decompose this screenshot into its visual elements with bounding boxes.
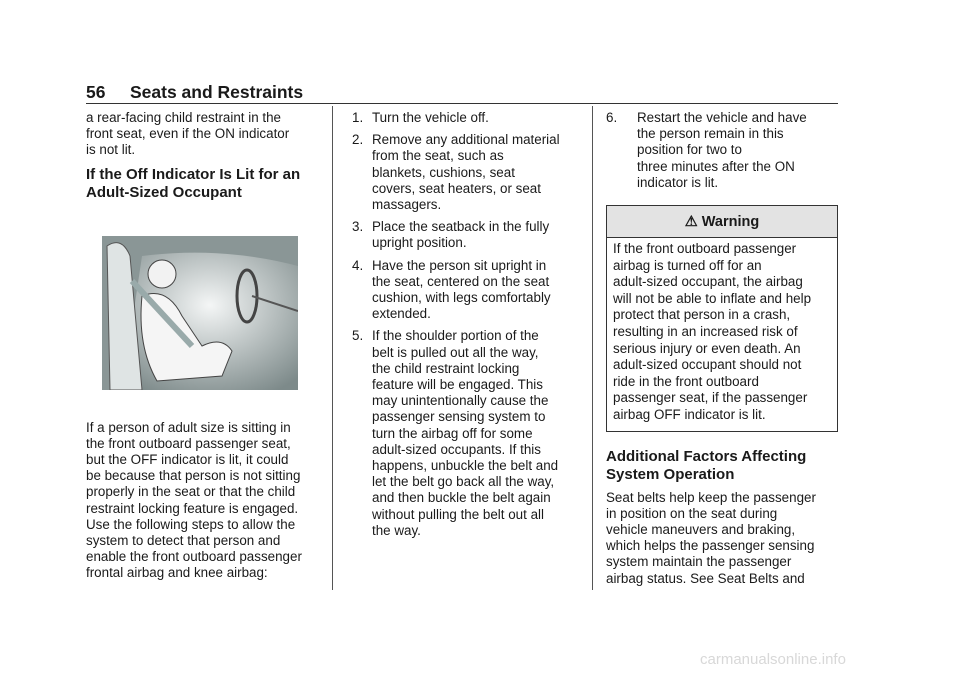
text-line: Restart the vehicle and have [637,110,807,125]
text-line: airbag OFF indicator is lit. [613,406,766,422]
text-line: be because that person is not sitting [86,468,301,484]
column-divider [332,106,333,590]
text-line: from the seat, such as [372,148,504,164]
text-line: but the OFF indicator is lit, it could [86,452,289,468]
text-line: the seat, centered on the seat [372,273,550,289]
text-line: covers, seat heaters, or seat [372,180,541,196]
text-line: indicator is lit. [637,174,719,190]
section-heading [606,448,846,484]
text-line: restraint locking feature is engaged. [86,500,299,516]
text-line: passenger sensing system to [372,409,546,425]
step-item [606,110,846,191]
page-number: 56 [86,82,106,102]
text-line: extended. [372,306,431,322]
text-line: system maintain the passenger [606,554,792,570]
right-column [606,110,846,593]
middle-column [352,110,592,545]
text-line: resulting in an increased risk of [613,323,798,339]
text-line: the way. [372,522,421,538]
text-line: Have the person sit upright in [372,257,547,273]
text-line: turn the airbag off for some [372,425,533,441]
text-line: serious injury or even death. An [613,340,801,356]
warning-title: Warning [701,214,760,231]
text-line: is not lit. [86,142,136,158]
step-item [352,328,592,539]
text-line: If the Off Indicator Is Lit for an [86,165,301,183]
text-line: airbag is turned off for an [613,257,762,273]
text-line: passenger seat, if the passenger [613,390,808,406]
step-number: 4. [352,257,364,273]
section-title: Seats and Restraints [130,82,304,102]
warning-box [606,205,838,432]
text-line: which helps the passenger sensing [606,538,815,554]
text-line: happens, unbuckle the belt and [372,458,559,474]
step-number: 6. [606,110,618,125]
warning-text [607,238,837,431]
text-line: Use the following steps to allow the [86,516,296,532]
text-line: without pulling the belt out all [372,506,544,522]
text-line: and then buckle the belt again [372,490,551,506]
section-heading [86,166,326,202]
text-line: airbag status. See Seat Belts and [606,570,805,586]
text-line: front seat, even if the ON indicator [86,126,290,142]
text-line: the child restraint locking [372,360,520,376]
text-line: massagers. [372,197,442,213]
text-line: adult-sized occupant, the airbag [613,274,803,290]
text-line: a rear-facing child restraint in the [86,110,282,125]
step-number: 3. [352,219,364,235]
text-line: Additional Factors Affecting [606,447,807,465]
header-rule [86,103,838,104]
text-line: upright position. [372,235,467,251]
text-line: in position on the seat during [606,505,778,521]
text-line: belt is pulled out all the way, [372,344,539,360]
text-line: System Operation [606,465,735,483]
text-line: Adult-Sized Occupant [86,183,242,201]
step-item [352,219,592,251]
text-line: feature will be engaged. This [372,377,543,393]
text-line: If a person of adult size is sitting in [86,419,291,435]
text-line: three minutes after the ON [637,158,795,174]
step-item [352,132,592,213]
text-line: If the shoulder portion of the [372,328,539,344]
text-line: may unintentionally cause the [372,393,549,409]
page-header [86,82,303,103]
text-line: ride in the front outboard [613,373,759,389]
step-item [352,258,592,323]
text-line: If the front outboard passenger [613,241,797,257]
text-line: frontal airbag and knee airbag: [86,565,268,581]
text-line: will not be able to inflate and help [613,290,812,306]
text-line: blankets, cushions, seat [372,164,515,180]
step-number: 5. [352,328,364,344]
text-line: protect that person in a crash, [613,307,791,323]
body-paragraph [86,420,326,582]
step-number: 2. [352,132,364,148]
text-line: Place the seatback in the fully [372,219,550,235]
text-line: system to detect that person and [86,533,281,549]
warning-header [607,206,837,238]
warning-icon: ⚠ [684,214,702,231]
adult-occupant-illustration [102,236,298,390]
text-line: adult-sized occupant should not [613,357,802,373]
column-divider [592,106,593,590]
text-line: let the belt go back all the way, [372,474,555,490]
text-line: vehicle maneuvers and braking, [606,521,796,537]
text-line: cushion, with legs comfortably [372,290,551,306]
text-line: enable the front outboard passenger [86,549,302,565]
text-line: adult-sized occupants. If this [372,441,541,457]
text-line: Seat belts help keep the passenger [606,489,816,505]
text-line: the front outboard passenger seat, [86,435,291,451]
text-line: position for two to [637,142,742,158]
step-number: 1. [352,110,364,125]
intro-paragraph [86,110,326,159]
text-line: the person remain in this [637,126,784,142]
text-line: Remove any additional material [372,132,560,148]
watermark: carmanualsonline.info [700,651,846,668]
step-item [352,110,592,126]
body-paragraph [606,490,846,587]
text-line: properly in the seat or that the child [86,484,296,500]
text-line: Turn the vehicle off. [372,110,489,125]
